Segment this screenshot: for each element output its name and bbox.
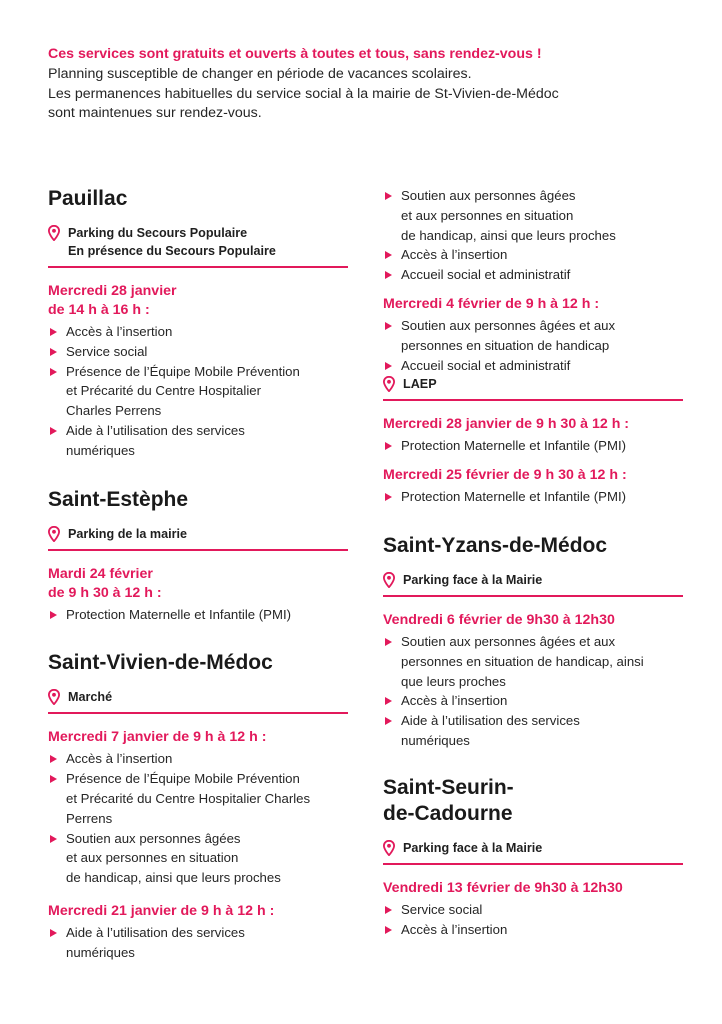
- bullet-triangle-icon: [385, 362, 392, 370]
- intro-line-1: Planning susceptible de changer en période de vacances scolaires.: [48, 66, 472, 82]
- service-label: Aide à l’utilisation des services numériques: [66, 422, 245, 458]
- service-label: Aide à l’utilisation des services numériques: [401, 713, 580, 748]
- service-label: Soutien aux personnes âgées et aux personnes en situation de handicap, ainsi que leurs proches: [401, 633, 644, 689]
- service-item: [383, 711, 683, 751]
- service-label: Présence de l’Équipe Mobile Prévention et Précarité du Centre Hospitalier Charles Perrens: [66, 771, 311, 826]
- session-date: Mercredi 7 janvier de 9 h à 12 h :: [48, 729, 267, 746]
- service-item: [48, 605, 348, 625]
- bullet-triangle-icon: [50, 775, 57, 783]
- right-column: [383, 186, 683, 939]
- session-date: Mercredi 28 janvier de 14 h à 16 h :: [48, 283, 177, 318]
- service-item: [383, 900, 683, 920]
- bullet-triangle-icon: [50, 348, 57, 356]
- session-date: Vendredi 13 février de 9h30 à 12h30: [383, 879, 623, 896]
- map-pin-icon: [383, 572, 397, 589]
- place-label: Parking face à la Mairie: [403, 572, 543, 587]
- place-label: Marché: [68, 690, 113, 705]
- city-title-pauillac: Pauillac: [48, 187, 128, 210]
- service-label: Accès à l’insertion: [66, 324, 173, 339]
- map-pin-icon: [383, 840, 397, 857]
- bullet-triangle-icon: [385, 322, 392, 330]
- place-saint-vivien: [48, 688, 348, 714]
- left-column: [48, 186, 348, 963]
- service-label: Accès à l’insertion: [401, 693, 508, 709]
- service-item: [383, 632, 683, 691]
- service-label: Protection Maternelle et Infantile (PMI): [66, 606, 292, 622]
- service-item: [383, 265, 683, 285]
- service-label: Service social: [66, 343, 148, 359]
- bullet-triangle-icon: [385, 638, 392, 646]
- city-title-saint-estephe: Saint-Estèphe: [48, 487, 189, 511]
- map-pin-icon: [383, 376, 397, 393]
- service-label: Présence de l’Équipe Mobile Prévention et Précarité du Centre Hospitalier Charles Perrens: [66, 363, 300, 419]
- place-label: Parking face à la Mairie: [403, 840, 543, 855]
- place-label: LAEP: [403, 377, 437, 392]
- service-label: Soutien aux personnes âgées et aux personnes en situation de handicap, ainsi que leurs proches: [66, 830, 281, 886]
- bullet-triangle-icon: [50, 611, 57, 619]
- service-item: [48, 749, 348, 769]
- city-title-saint-vivien: Saint-Vivien-de-Médoc: [48, 651, 273, 675]
- bullet-triangle-icon: [385, 271, 392, 279]
- service-list: [383, 316, 683, 375]
- place-saint-estephe: [48, 525, 348, 551]
- place-label: Parking du Secours Populaire En présence du Secours Populaire: [68, 226, 276, 258]
- bullet-triangle-icon: [385, 697, 392, 705]
- bullet-triangle-icon: [385, 906, 392, 914]
- service-item: [383, 691, 683, 711]
- service-item: [48, 421, 348, 461]
- service-label: Accueil social et administratif: [401, 267, 571, 283]
- service-list: [48, 322, 348, 461]
- service-item: [48, 829, 348, 888]
- city-title-saint-yzans: Saint-Yzans-de-Médoc: [383, 533, 608, 557]
- bullet-triangle-icon: [50, 929, 57, 937]
- map-pin-icon: [48, 689, 62, 706]
- intro-line-2: Les permanences habituelles du service social à la mairie de St-Vivien-de-Médoc: [48, 85, 559, 102]
- session-date: Mercredi 25 février de 9 h 30 à 12 h :: [383, 467, 627, 484]
- service-label: Aide à l’utilisation des services numériques: [66, 924, 245, 960]
- service-item: [48, 342, 348, 362]
- service-item: [48, 769, 348, 828]
- service-list: [48, 605, 348, 625]
- service-list: [383, 632, 683, 751]
- service-item: [48, 923, 348, 963]
- service-label: Accueil social et administratif: [401, 357, 571, 373]
- place-saint-seurin: [383, 839, 683, 865]
- intro: [48, 44, 688, 124]
- service-label: Protection Maternelle et Infantile (PMI): [401, 489, 627, 505]
- bullet-triangle-icon: [385, 493, 392, 501]
- intro-line-3: sont maintenues sur rendez-vous.: [48, 105, 262, 121]
- service-label: Accès à l’insertion: [401, 921, 508, 937]
- session-date: Mercredi 21 janvier de 9 h à 12 h :: [48, 902, 275, 919]
- service-item: [383, 487, 683, 507]
- place-pauillac: [48, 224, 348, 268]
- bullet-triangle-icon: [385, 717, 392, 725]
- city-title-saint-seurin: Saint-Seurin- de-Cadourne: [383, 775, 514, 825]
- place-laep: [383, 375, 683, 401]
- map-pin-icon: [48, 526, 62, 543]
- service-item: [383, 436, 683, 456]
- service-item: [383, 920, 683, 940]
- session-date: Mercredi 4 février de 9 h à 12 h :: [383, 295, 600, 312]
- session-date: Vendredi 6 février de 9h30 à 12h30: [383, 611, 615, 628]
- service-label: Protection Maternelle et Infantile (PMI): [401, 438, 627, 454]
- bullet-triangle-icon: [50, 835, 57, 843]
- service-list: [48, 923, 348, 963]
- service-list: [383, 487, 683, 507]
- bullet-triangle-icon: [50, 328, 57, 336]
- bullet-triangle-icon: [385, 926, 392, 934]
- service-list: [383, 436, 683, 456]
- intro-lead: Ces services sont gratuits et ouverts à toutes et tous, sans rendez-vous !: [48, 46, 542, 62]
- service-label: Service social: [401, 901, 483, 917]
- service-label: Accès à l’insertion: [401, 247, 508, 263]
- service-item: [48, 362, 348, 421]
- place-saint-yzans: [383, 571, 683, 597]
- service-item: [383, 245, 683, 265]
- service-label: Soutien aux personnes âgées et aux personnes en situation de handicap, ainsi que leurs proches: [401, 188, 616, 243]
- bullet-triangle-icon: [50, 755, 57, 763]
- service-item: [383, 316, 683, 356]
- place-label: Parking de la mairie: [68, 526, 187, 541]
- bullet-triangle-icon: [385, 251, 392, 259]
- service-label: Accès à l’insertion: [66, 751, 173, 767]
- bullet-triangle-icon: [50, 368, 57, 376]
- session-date: Mardi 24 février de 9 h 30 à 12 h :: [48, 565, 162, 601]
- service-item: [383, 356, 683, 376]
- bullet-triangle-icon: [385, 442, 392, 450]
- service-list: [383, 900, 683, 940]
- service-list: [383, 186, 683, 285]
- service-label: Soutien aux personnes âgées et aux personnes en situation de handicap: [401, 317, 616, 353]
- service-item: [48, 322, 348, 342]
- service-item: [383, 186, 683, 245]
- bullet-triangle-icon: [50, 427, 57, 435]
- map-pin-icon: [48, 225, 62, 260]
- session-date: Mercredi 28 janvier de 9 h 30 à 12 h :: [383, 416, 630, 433]
- service-list: [48, 749, 348, 888]
- bullet-triangle-icon: [385, 192, 392, 200]
